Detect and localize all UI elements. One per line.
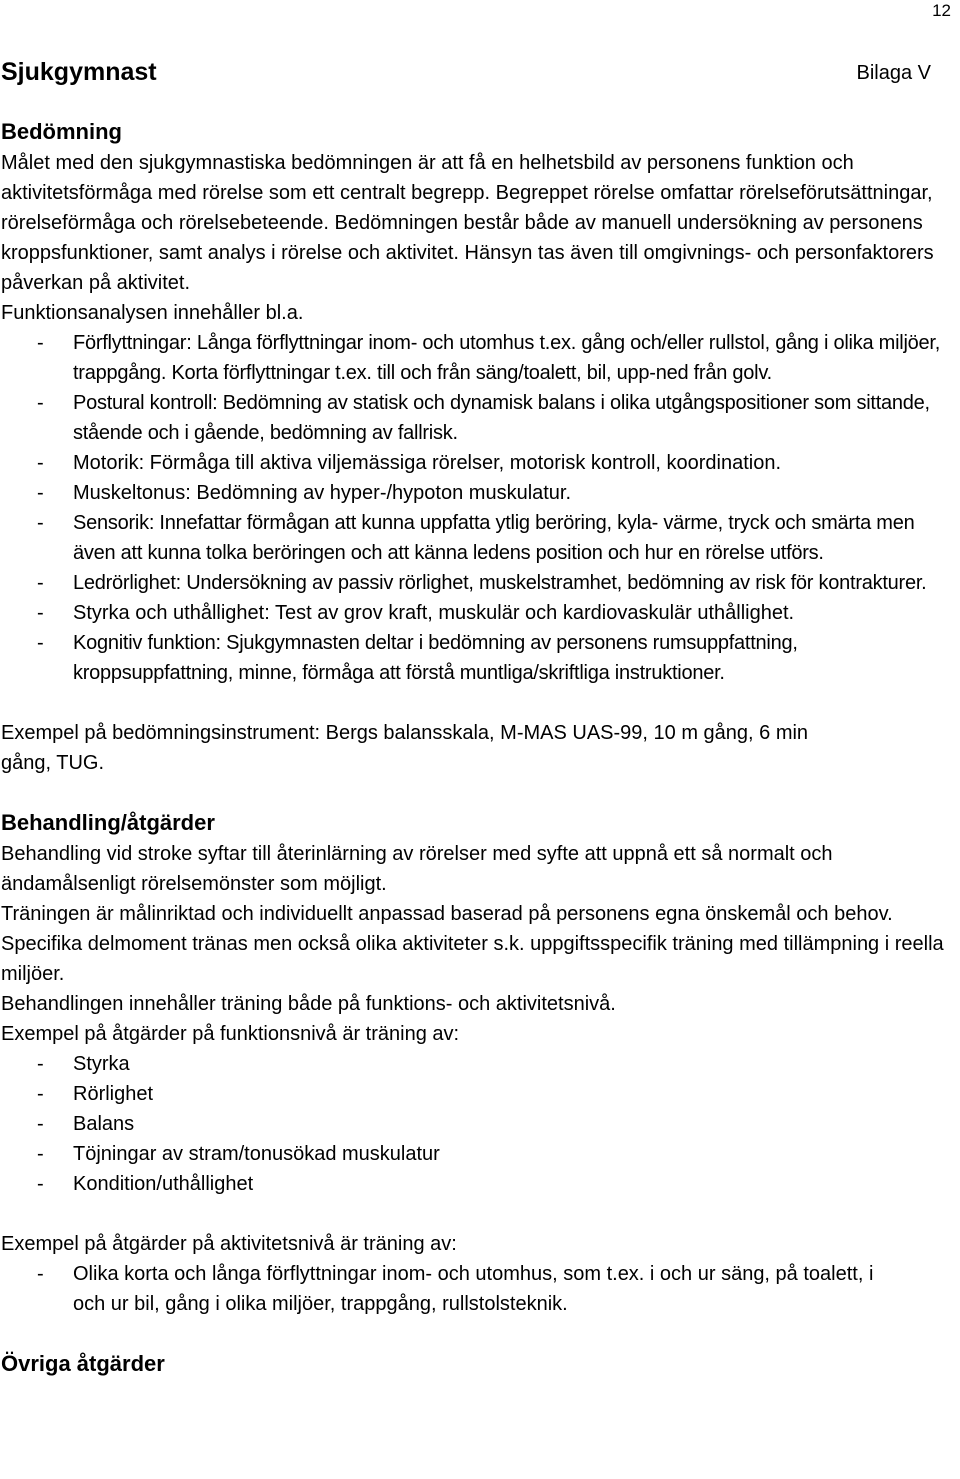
treatment-heading: Behandling/åtgärder bbox=[1, 810, 215, 835]
page-number: 12 bbox=[932, 1, 951, 20]
list-item: - Olika korta och långa förflyttningar inom- och utomhus, som t.ex. i och ur säng, på toalett, i och ur bil, gång i olika miljöer, trappgång, rullstolsteknik. bbox=[1, 1259, 903, 1319]
document-header bbox=[1, 54, 931, 90]
appendix-label: Bilaga V bbox=[856, 62, 931, 84]
list-item: - Postural kontroll: Bedömning av statisk och dynamisk balans i olika utgångspositioner som sittande, stående och i gående, bedömning av fallrisk. bbox=[1, 388, 957, 448]
assessment-intro: Målet med den sjukgymnastiska bedömningen är att få en helhetsbild av personens funktion och aktivitetsförmåga med rörelse som ett centralt begrepp. Begreppet rörelse omfattar rörelseförutsättningar, rörelseförmåga och rörelsebeteende. Bedömningen består både av manuell undersökning av personens kroppsfunktioner, samt analys i rörelse och aktivitet. Hänsyn tas även till omgivnings- och personfaktorers påverkan på aktivitet. bbox=[1, 152, 934, 294]
list-item: - Styrka och uthållighet: Test av grov kraft, muskulär och kardiovaskulär uthållighet. bbox=[1, 598, 957, 628]
list-item: - Sensorik: Innefattar förmågan att kunna uppfatta ytlig beröring, kyla- värme, tryck och smärta men även att kunna tolka beröringen och att känna ledens position och hur en rörelse utförs. bbox=[1, 508, 957, 568]
list-item: - Rörlighet bbox=[1, 1079, 957, 1109]
document-title: Sjukgymnast bbox=[1, 58, 157, 86]
document-body bbox=[1, 115, 957, 1380]
list-item: - Muskeltonus: Bedömning av hyper-/hypoton muskulatur. bbox=[1, 478, 957, 508]
list-item: - Motorik: Förmåga till aktiva viljemässiga rörelser, motorisk kontroll, koordination. bbox=[1, 448, 957, 478]
list-item: - Töjningar av stram/tonusökad muskulatur bbox=[1, 1139, 957, 1169]
list-item: - Kognitiv funktion: Sjukgymnasten deltar i bedömning av personens rumsuppfattning, kroppsuppfattning, minne, förmåga att förstå muntliga/skriftliga instruktioner. bbox=[1, 628, 957, 688]
function-level-intro: Exempel på åtgärder på funktionsnivå är träning av: bbox=[1, 1023, 460, 1045]
instruments-text: Exempel på bedömningsinstrument: Bergs balansskala, M-MAS UAS-99, 10 m gång, 6 min gång, TUG. bbox=[1, 722, 809, 774]
activity-level-list bbox=[1, 1259, 957, 1319]
list-item: - Balans bbox=[1, 1109, 957, 1139]
treatment-paragraph: Behandlingen innehåller träning både på funktions- och aktivitetsnivå. bbox=[1, 993, 616, 1015]
treatment-section bbox=[1, 806, 957, 1319]
assessment-section bbox=[1, 115, 957, 778]
assessment-heading: Bedömning bbox=[1, 119, 122, 144]
list-item: - Styrka bbox=[1, 1049, 957, 1079]
other-section bbox=[1, 1347, 957, 1380]
list-item: - Kondition/uthållighet bbox=[1, 1169, 957, 1199]
treatment-paragraph: Träningen är målinriktad och individuellt anpassad baserad på personens egna önskemål och behov. Specifika delmoment tränas men också olika aktiviteter s.k. uppgiftsspecifik träning med tillämpning i reella miljöer. bbox=[1, 903, 944, 985]
analysis-intro: Funktionsanalysen innehåller bl.a. bbox=[1, 302, 304, 324]
treatment-paragraph: Behandling vid stroke syftar till återinlärning av rörelser med syfte att uppnå ett så normalt och ändamålsenligt rörelsemönster som möjligt. bbox=[1, 843, 833, 895]
analysis-list bbox=[1, 328, 957, 688]
other-heading: Övriga åtgärder bbox=[1, 1351, 165, 1376]
list-item: - Ledrörlighet: Undersökning av passiv rörlighet, muskelstramhet, bedömning av risk för kontrakturer. bbox=[1, 568, 957, 598]
activity-level-intro: Exempel på åtgärder på aktivitetsnivå är träning av: bbox=[1, 1233, 457, 1255]
function-level-list bbox=[1, 1049, 957, 1199]
list-item: - Förflyttningar: Långa förflyttningar inom- och utomhus t.ex. gång och/eller rullstol, gång i olika miljöer, trappgång. Korta förflyttningar t.ex. till och från säng/toalett, bil, upp-ned från golv. bbox=[1, 328, 957, 388]
